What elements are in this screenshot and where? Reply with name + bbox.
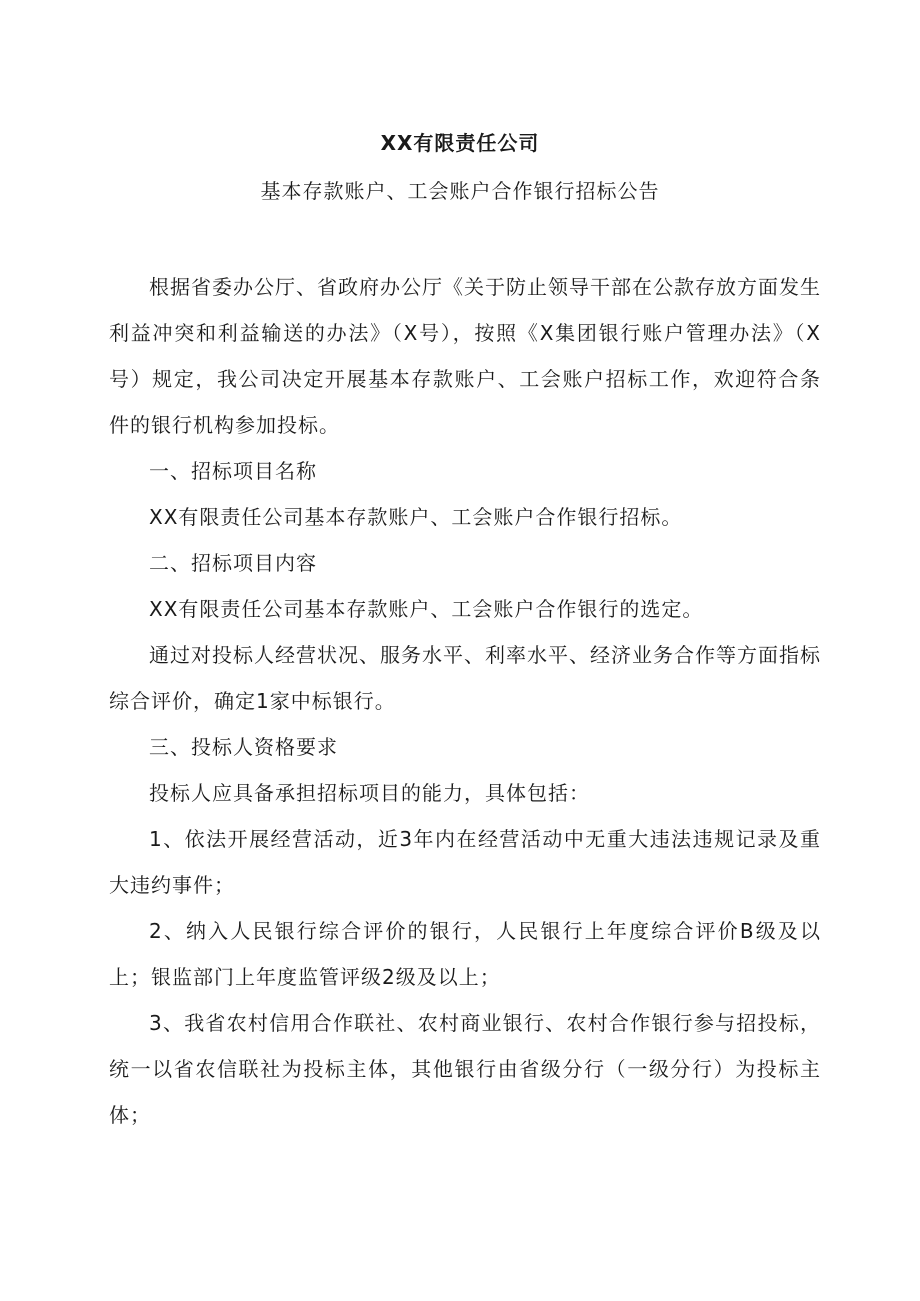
section-heading-project-content: 二、招标项目内容 bbox=[149, 551, 317, 575]
announcement-title: 基本存款账户、工会账户合作银行招标公告 bbox=[260, 179, 660, 203]
project-name-paragraph: XX有限责任公司基本存款账户、工会账户合作银行招标。 bbox=[149, 505, 683, 529]
project-content-paragraph: XX有限责任公司基本存款账户、工会账户合作银行的选定。 bbox=[149, 597, 704, 621]
evaluation-paragraph: 通过对投标人经营状况、服务水平、利率水平、经济业务合作等方面指标综合评价，确定1家中标银行。 bbox=[109, 643, 821, 713]
qualification-item-1: 1、依法开展经营活动，近3年内在经营活动中无重大违法违规记录及重大违约事件； bbox=[109, 827, 821, 897]
intro-paragraph: 根据省委办公厅、省政府办公厅《关于防止领导干部在公款存放方面发生利益冲突和利益输送的办法》（X号），按照《X集团银行账户管理办法》（X号）规定，我公司决定开展基本存款账户、工会账户招标工作，欢迎符合条件的银行机构参加投标。 bbox=[109, 275, 821, 437]
qualification-item-2: 2、纳入人民银行综合评价的银行，人民银行上年度综合评价B级及以上；银监部门上年度监管评级2级及以上； bbox=[109, 919, 821, 989]
section-heading-project-name: 一、招标项目名称 bbox=[149, 459, 317, 483]
qualification-item-3: 3、我省农村信用合作联社、农村商业银行、农村合作银行参与招投标，统一以省农信联社为投标主体，其他银行由省级分行（一级分行）为投标主体； bbox=[109, 1011, 821, 1127]
company-title: XX有限责任公司 bbox=[380, 131, 540, 155]
qualifications-intro-paragraph: 投标人应具备承担招标项目的能力，具体包括： bbox=[149, 781, 590, 805]
section-heading-qualifications: 三、投标人资格要求 bbox=[149, 735, 338, 759]
document-body bbox=[109, 264, 821, 1138]
